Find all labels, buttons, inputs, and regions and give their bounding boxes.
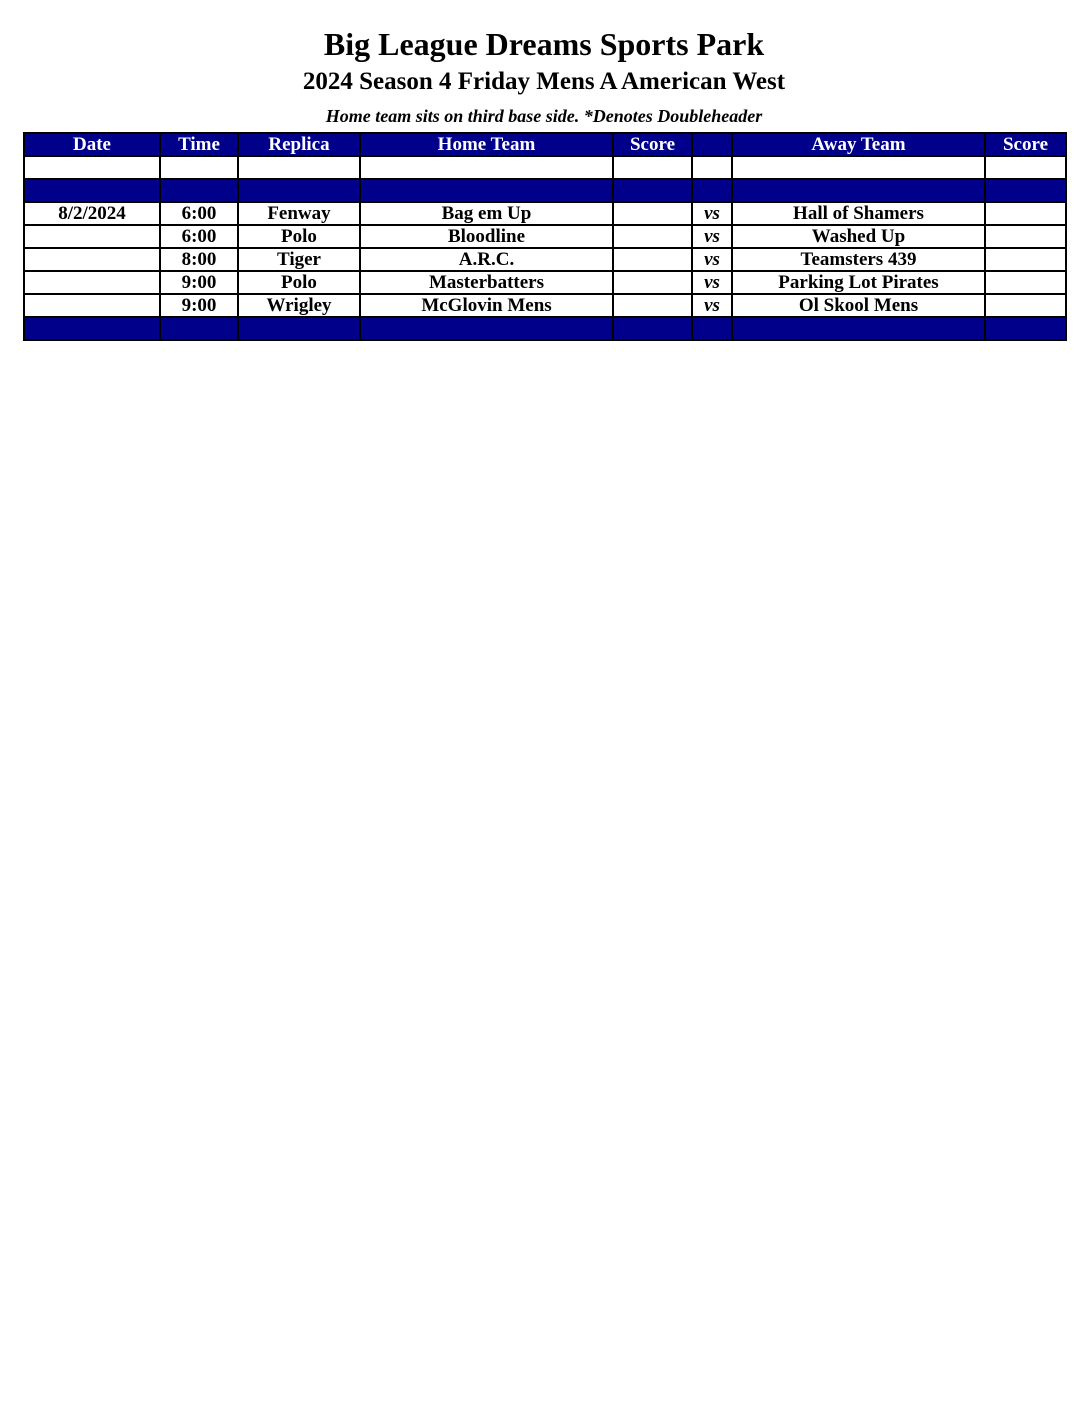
game-date <box>24 294 160 317</box>
away-team: Washed Up <box>732 225 985 248</box>
away-score <box>985 294 1066 317</box>
table-header-row <box>24 133 1066 156</box>
table-row <box>24 225 1066 248</box>
home-team: A.R.C. <box>360 248 613 271</box>
away-team: Hall of Shamers <box>732 202 985 225</box>
vs-label: vs <box>692 202 732 225</box>
game-time: 6:00 <box>160 225 238 248</box>
game-time: 9:00 <box>160 294 238 317</box>
home-score <box>613 248 692 271</box>
game-replica: Wrigley <box>238 294 360 317</box>
game-date <box>24 248 160 271</box>
vs-label: vs <box>692 271 732 294</box>
home-score <box>613 271 692 294</box>
column-header-replica: Replica <box>238 133 360 156</box>
column-header-date: Date <box>24 133 160 156</box>
column-header-time: Time <box>160 133 238 156</box>
home-team: McGlovin Mens <box>360 294 613 317</box>
table-row <box>24 294 1066 317</box>
vs-label: vs <box>692 248 732 271</box>
game-date <box>24 271 160 294</box>
home-score <box>613 202 692 225</box>
vs-label: vs <box>692 294 732 317</box>
away-team: Ol Skool Mens <box>732 294 985 317</box>
home-team: Masterbatters <box>360 271 613 294</box>
page-title: Big League Dreams Sports Park <box>323 26 765 62</box>
table-row <box>24 202 1066 225</box>
empty-row <box>24 156 1066 179</box>
game-date: 8/2/2024 <box>24 202 160 225</box>
vs-label: vs <box>692 225 732 248</box>
home-score <box>613 225 692 248</box>
home-team: Bag em Up <box>360 202 613 225</box>
game-replica: Polo <box>238 271 360 294</box>
table-row <box>24 248 1066 271</box>
away-score <box>985 271 1066 294</box>
column-header-home-score: Score <box>613 133 692 156</box>
game-date <box>24 225 160 248</box>
game-time: 8:00 <box>160 248 238 271</box>
game-replica: Tiger <box>238 248 360 271</box>
game-replica: Fenway <box>238 202 360 225</box>
column-header-vs <box>692 133 732 156</box>
away-team: Parking Lot Pirates <box>732 271 985 294</box>
game-time: 6:00 <box>160 202 238 225</box>
game-time: 9:00 <box>160 271 238 294</box>
schedule-table <box>23 132 1067 341</box>
column-header-away-score: Score <box>985 133 1066 156</box>
footer-row <box>24 317 1066 340</box>
game-replica: Polo <box>238 225 360 248</box>
away-score <box>985 225 1066 248</box>
home-score <box>613 294 692 317</box>
away-team: Teamsters 439 <box>732 248 985 271</box>
home-team: Bloodline <box>360 225 613 248</box>
schedule-note: Home team sits on third base side. *Denotes Doubleheader <box>325 106 763 126</box>
away-score <box>985 202 1066 225</box>
away-score <box>985 248 1066 271</box>
column-header-home-team: Home Team <box>360 133 613 156</box>
column-header-away-team: Away Team <box>732 133 985 156</box>
divider-row <box>24 179 1066 202</box>
table-row <box>24 271 1066 294</box>
page-subtitle: 2024 Season 4 Friday Mens A American West <box>302 68 786 95</box>
